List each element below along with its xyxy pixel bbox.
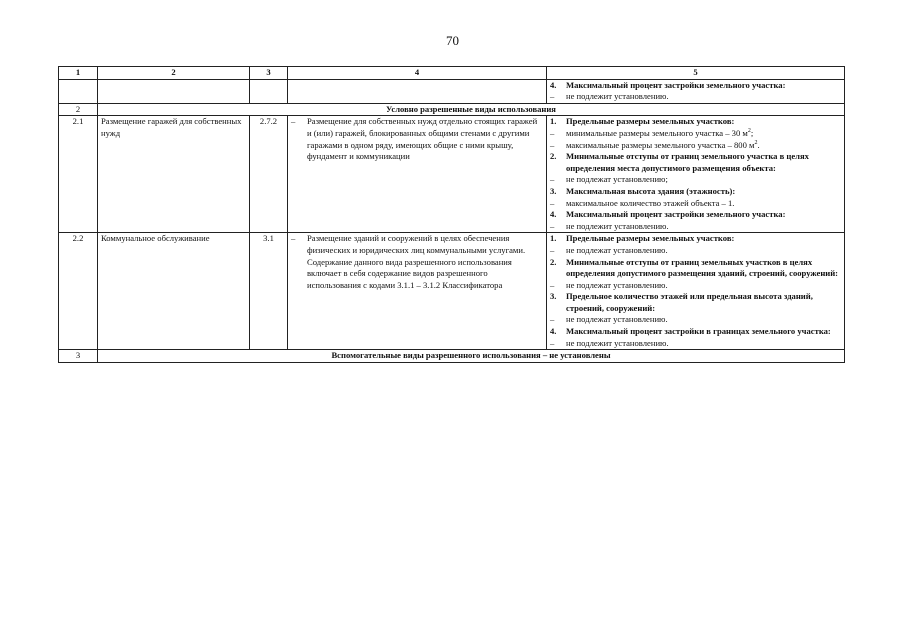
- param-text: не подлежит установлению.: [566, 337, 669, 348]
- dash-marker: –: [550, 244, 555, 255]
- param-heading: [550, 116, 841, 128]
- param-text: Минимальные отступы от границ земельных участков в целях определения допустимого размещения зданий, строений, сооружений:: [566, 256, 839, 279]
- param-value: [550, 280, 841, 292]
- description-item: [291, 233, 543, 291]
- param-text: Максимальный процент застройки в границах земельного участка:: [566, 326, 831, 337]
- table-row-continuation: [59, 79, 845, 103]
- param-text: не подлежат установлению.: [566, 314, 668, 325]
- table-row-2-2: [59, 233, 845, 350]
- use-description: Размещение для собственных нужд отдельно стоящих гаражей и (или) гаражей, блокированных общими стенами с другими гаражами в одном ряду, имеющих общие с ними крышу, фундамент и коммуникации: [307, 116, 538, 162]
- section-title: Условно разрешенные виды использования: [98, 103, 845, 116]
- param-heading: [550, 209, 841, 221]
- param-text: Максимальный процент застройки земельного участка:: [566, 79, 786, 90]
- param-text: не подлежит установлению.: [566, 220, 669, 231]
- params-cell: [547, 116, 845, 233]
- dash-marker: –: [291, 233, 296, 244]
- dash-marker: –: [550, 279, 555, 290]
- use-code: 3.1: [250, 233, 288, 350]
- header-cell-4: 4: [288, 67, 547, 80]
- param-heading: [550, 80, 841, 92]
- param-text: Максимальный процент застройки земельного участка:: [566, 209, 786, 220]
- param-text: Предельные размеры земельных участков:: [566, 233, 735, 244]
- list-number: 4.: [550, 79, 557, 90]
- param-heading: [550, 233, 841, 245]
- param-text: максимальное количество этажей объекта – 1.: [566, 197, 735, 208]
- param-text: минимальные размеры земельного участка – 30 $м^2$;: [566, 127, 754, 138]
- header-cell-5: 5: [547, 67, 845, 80]
- section-row-auxiliary-uses: [59, 350, 845, 363]
- header-cell-3: 3: [250, 67, 288, 80]
- section-title: Вспомогательные виды разрешенного использования – не установлены: [98, 350, 845, 363]
- use-description-cell: [288, 116, 547, 233]
- param-value: [550, 140, 841, 152]
- header-cell-1: 1: [59, 67, 98, 80]
- params-cell: [547, 233, 845, 350]
- use-description-cell: [288, 233, 547, 350]
- param-heading: [550, 291, 841, 314]
- use-code: 2.7.2: [250, 116, 288, 233]
- param-text: Максимальная высота здания (этажность):: [566, 185, 736, 196]
- param-heading: [550, 326, 841, 338]
- dash-marker: –: [550, 139, 555, 150]
- param-value: [550, 198, 841, 210]
- param-heading: [550, 186, 841, 198]
- param-value: [550, 314, 841, 326]
- continuation-params-cell: [547, 79, 845, 103]
- dash-marker: –: [550, 314, 555, 325]
- land-use-regulations-table: [58, 66, 845, 363]
- param-text: Минимальные отступы от границ земельного участка в целях определения места допустимого размещения объекта:: [566, 151, 809, 173]
- dash-marker: –: [550, 220, 555, 231]
- dash-marker: –: [550, 127, 555, 138]
- dash-marker: –: [550, 174, 555, 185]
- param-value: [550, 338, 841, 350]
- dash-marker: –: [550, 337, 555, 348]
- param-value: [550, 245, 841, 257]
- dash-marker: –: [550, 91, 555, 102]
- row-number: 2.2: [59, 233, 98, 350]
- param-text: не подлежат установлению;: [566, 174, 668, 185]
- param-value: [550, 174, 841, 186]
- param-value: [550, 128, 841, 140]
- list-number: 2.: [550, 151, 557, 162]
- param-heading: [550, 151, 841, 174]
- header-cell-2: 2: [98, 67, 250, 80]
- list-number: 4.: [550, 326, 557, 337]
- list-number: 3.: [550, 291, 557, 302]
- row-number: 2.1: [59, 116, 98, 233]
- param-text: не подлежат установлению.: [566, 244, 668, 255]
- param-heading: [550, 257, 841, 280]
- param-value: [550, 221, 841, 233]
- section-number: 2: [59, 103, 98, 116]
- description-item: [291, 116, 543, 162]
- section-number: 3: [59, 350, 98, 363]
- param-value: [550, 91, 841, 103]
- dash-marker: –: [550, 197, 555, 208]
- list-number: 1.: [550, 116, 557, 127]
- param-text: не подлежат установлению.: [566, 279, 668, 290]
- list-number: 3.: [550, 185, 557, 196]
- dash-marker: –: [291, 116, 296, 127]
- table-row-2-1: [59, 116, 845, 233]
- list-number: 2.: [550, 256, 557, 267]
- list-number: 4.: [550, 209, 557, 220]
- use-name: Размещение гаражей для собственных нужд: [98, 116, 250, 233]
- list-number: 1.: [550, 233, 557, 244]
- use-description: Размещение зданий и сооружений в целях обеспечения физических и юридических лиц коммунальными услугами. Содержание данного вида разрешенного использования включает в себя содержание видов разрешенного использования с кодами 3.1.1 – 3.1.2 Классификатора: [307, 233, 526, 290]
- param-text: Предельные размеры земельных участков:: [566, 116, 735, 127]
- param-text: Предельное количество этажей или предельная высота зданий, строений, сооружений:: [566, 291, 813, 313]
- table-header-row: [59, 67, 845, 80]
- param-text: не подлежит установлению.: [566, 91, 669, 102]
- section-row-conditional-uses: [59, 103, 845, 116]
- param-text: максимальные размеры земельного участка – 800 $м^2$.: [566, 139, 760, 150]
- use-name: Коммунальное обслуживание: [98, 233, 250, 350]
- page-number: 70: [446, 33, 459, 48]
